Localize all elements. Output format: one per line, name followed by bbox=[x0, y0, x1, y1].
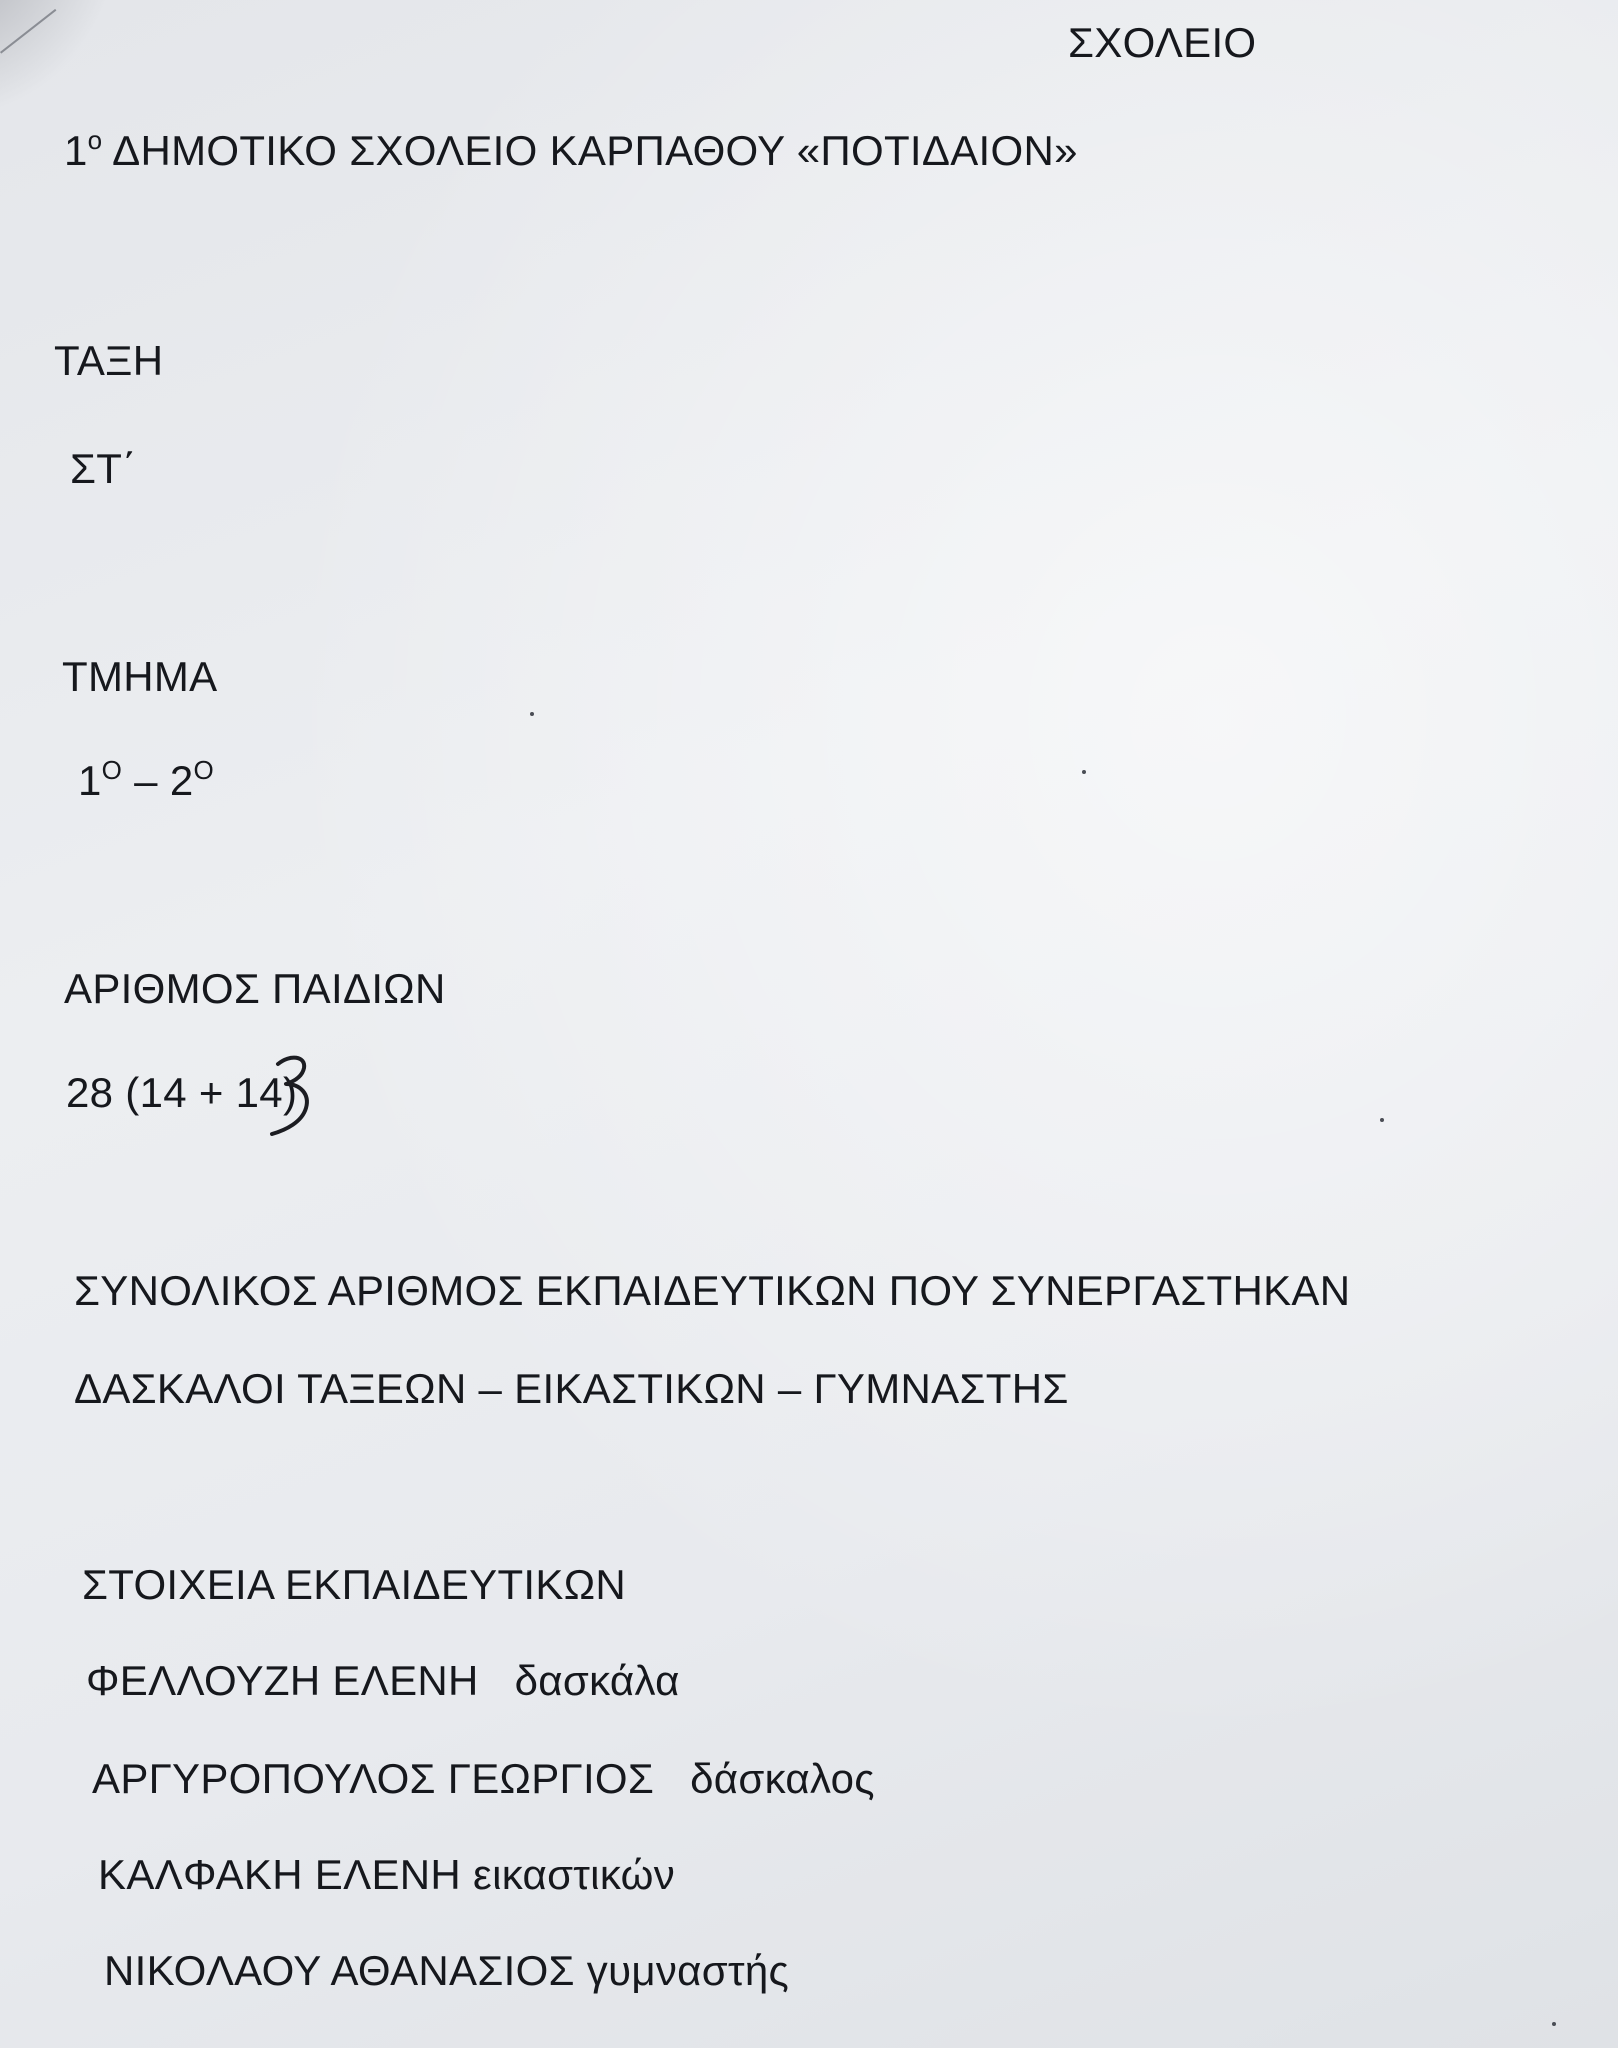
teacher-entry bbox=[92, 1755, 875, 1802]
section-first-ordinal: Ο bbox=[101, 755, 123, 785]
section-label: ΤΜΗΜΑ bbox=[62, 653, 218, 700]
class-label: ΤΑΞΗ bbox=[54, 337, 164, 384]
section-second: 2 bbox=[169, 757, 194, 804]
teacher-role: γυμναστής bbox=[586, 1947, 790, 1994]
school-name-text: ΔΗΜΟΤΙΚΟ ΣΧΟΛΕΙΟ ΚΑΡΠΑΘΟΥ «ΠΟΤΙΔΑΙΟΝ» bbox=[102, 127, 1078, 174]
school-name-number: 1 bbox=[64, 127, 88, 174]
school-label: ΣΧΟΛΕΙΟ bbox=[1068, 19, 1257, 66]
section-second-ordinal: Ο bbox=[193, 755, 215, 785]
teachers-total-label: ΣΥΝΟΛΙΚΟΣ ΑΡΙΘΜΟΣ ΕΚΠΑΙΔΕΥΤΙΚΩΝ ΠΟΥ ΣΥΝΕΡΓΑΣΤΗΚΑΝ bbox=[74, 1267, 1351, 1314]
teacher-role: δάσκαλος bbox=[690, 1755, 875, 1802]
class-value: ΣΤ΄ bbox=[70, 445, 137, 492]
teacher-entry bbox=[86, 1657, 680, 1704]
teacher-entry bbox=[98, 1851, 675, 1898]
school-name bbox=[64, 125, 1078, 174]
handwritten-correction-mark bbox=[260, 1050, 330, 1140]
paper-speck bbox=[1380, 1118, 1384, 1122]
school-name-ordinal: ο bbox=[87, 125, 103, 155]
teachers-types: ΔΑΣΚΑΛΟΙ ΤΑΞΕΩΝ – ΕΙΚΑΣΤΙΚΩΝ – ΓΥΜΝΑΣΤΗΣ bbox=[74, 1365, 1069, 1412]
teacher-role: εικαστικών bbox=[473, 1851, 675, 1898]
paper-speck bbox=[1552, 2022, 1556, 2026]
page-corner-shadow bbox=[0, 0, 120, 120]
teacher-name: ΚΑΛΦΑΚΗ ΕΛΕΝΗ bbox=[98, 1851, 462, 1898]
teachers-details-label: ΣΤΟΙΧΕΙΑ ΕΚΠΑΙΔΕΥΤΙΚΩΝ bbox=[82, 1561, 627, 1608]
children-value: 28 (14 + 14) bbox=[66, 1069, 298, 1116]
paper-speck bbox=[530, 712, 534, 716]
teacher-name: ΦΕΛΛΟΥΖΗ ΕΛΕΝΗ bbox=[86, 1657, 479, 1704]
teacher-role: δασκάλα bbox=[514, 1657, 680, 1704]
children-label: ΑΡΙΘΜΟΣ ΠΑΙΔΙΩΝ bbox=[64, 965, 446, 1012]
section-value bbox=[78, 755, 215, 804]
teacher-name: ΝΙΚΟΛΑΟΥ ΑΘΑΝΑΣΙΟΣ bbox=[104, 1947, 575, 1994]
section-first: 1 bbox=[78, 757, 102, 804]
section-separator: – bbox=[122, 757, 170, 804]
teacher-entry bbox=[104, 1947, 790, 1994]
paper-speck bbox=[1082, 770, 1086, 774]
teacher-name: ΑΡΓΥΡΟΠΟΥΛΟΣ ΓΕΩΡΓΙΟΣ bbox=[92, 1755, 655, 1802]
